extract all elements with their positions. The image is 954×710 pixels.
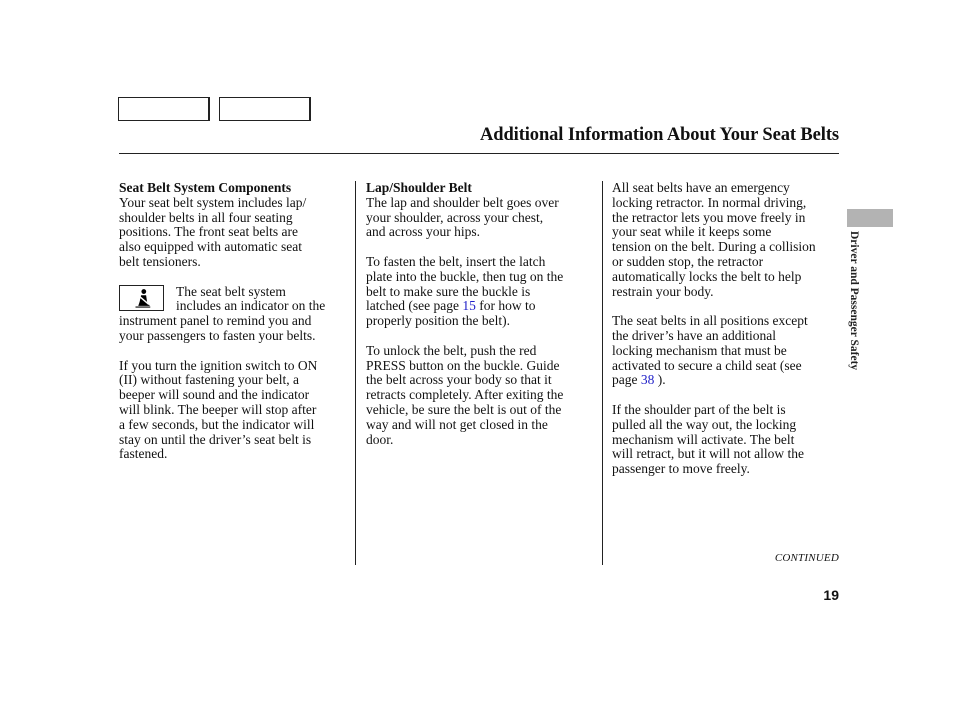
page-number: 19 [823, 587, 839, 603]
text-line: fastened. [119, 446, 168, 462]
section-tab-label: Driver and Passenger Safety [848, 231, 860, 371]
section-tab-marker [847, 209, 893, 227]
text-line: stay on until the driver’s seat belt is [119, 431, 312, 447]
text-line: automatically locks the belt to help [612, 268, 802, 284]
paragraph [612, 181, 844, 299]
continued-label: CONTINUED [774, 552, 839, 564]
text-segment: latched (see page [366, 298, 463, 314]
text-line: locking retractor. In normal driving, [612, 194, 807, 210]
text-line: If the shoulder part of the belt is [612, 401, 786, 417]
text-line: includes an indicator on the [176, 298, 326, 314]
paragraph [612, 403, 844, 477]
text-segment: for how to [475, 298, 536, 314]
text-line: shoulder belts in all four seating [119, 209, 293, 225]
paragraph [119, 285, 349, 344]
section-heading: Lap/Shoulder Belt [366, 180, 472, 195]
text-line: Your seat belt system includes lap/ [119, 194, 307, 210]
page-link[interactable]: 15 [462, 298, 476, 314]
text-line: tension on the belt. During a collision [612, 239, 816, 255]
paragraph [612, 314, 844, 388]
text-line: passenger to move freely. [612, 461, 750, 477]
nav-button-2[interactable] [219, 97, 311, 121]
text-line: The seat belt system [176, 283, 286, 299]
text-line: vehicle, be sure the belt is out of the [366, 401, 562, 417]
text-segment: page [612, 372, 641, 388]
column-divider [355, 181, 356, 565]
text-line: (II) without fastening your belt, a [119, 372, 299, 388]
nav-button-1[interactable] [118, 97, 210, 121]
text-line: your seat while it keeps some [612, 224, 772, 240]
text-line: the retractor lets you move freely in [612, 209, 806, 225]
text-line: PRESS button on the buckle. Guide [366, 357, 560, 373]
page-link[interactable]: 38 [640, 372, 655, 388]
text-line: way and will not get closed in the [366, 416, 548, 432]
text-line: properly position the belt). [366, 313, 510, 329]
paragraph [119, 359, 349, 463]
text-line: retracts completely. After exiting the [366, 387, 564, 403]
seat-belt-reminder-icon [119, 285, 164, 311]
text-line: plate into the buckle, then tug on the [366, 268, 564, 284]
column-divider [602, 181, 603, 565]
text-line: activated to secure a child seat (see [612, 357, 802, 373]
text-line: door. [366, 431, 394, 447]
text-line: To unlock the belt, push the red [366, 342, 537, 358]
page-title: Additional Information About Your Seat Belts [480, 125, 839, 145]
text-line: your passengers to fasten your belts. [119, 327, 316, 343]
text-line: pulled all the way out, the locking [612, 416, 797, 432]
text-column-2 [366, 181, 596, 447]
text-line: will blink. The beeper will stop after [119, 401, 317, 417]
title-rule [119, 153, 839, 154]
text-line: locking mechanism that must be [612, 342, 787, 358]
section [119, 181, 349, 270]
text-line: positions. The front seat belts are [119, 224, 298, 240]
text-line: If you turn the ignition switch to ON [119, 357, 318, 373]
text-line: a few seconds, but the indicator will [119, 416, 315, 432]
text-line: will retract, but it will not allow the [612, 446, 804, 462]
paragraph [366, 255, 596, 329]
text-line: beeper will sound and the indicator [119, 387, 310, 403]
text-line: or sudden stop, the retractor [612, 253, 764, 269]
text-line [366, 299, 596, 314]
text-line: the belt across your body so that it [366, 372, 552, 388]
text-line: instrument panel to remind you and [119, 313, 312, 329]
text-line: The seat belts in all positions except [612, 313, 808, 329]
text-line: restrain your body. [612, 283, 714, 299]
text-line: also equipped with automatic seat [119, 239, 302, 255]
paragraph [366, 344, 596, 448]
text-column-1 [119, 181, 349, 462]
text-line [612, 373, 844, 388]
text-column-3 [612, 181, 844, 477]
text-segment: ). [654, 372, 666, 388]
section-heading: Seat Belt System Components [119, 180, 292, 195]
text-line: The lap and shoulder belt goes over [366, 194, 559, 210]
section [366, 181, 596, 240]
text-line: the driver’s have an additional [612, 327, 776, 343]
text-line: and across your hips. [366, 224, 480, 240]
text-line: mechanism will activate. The belt [612, 431, 795, 447]
text-line: belt tensioners. [119, 253, 201, 269]
text-line: belt to make sure the buckle is [366, 283, 531, 299]
text-line: All seat belts have an emergency [612, 180, 790, 195]
text-line: your shoulder, across your chest, [366, 209, 544, 225]
text-line: To fasten the belt, insert the latch [366, 253, 546, 269]
